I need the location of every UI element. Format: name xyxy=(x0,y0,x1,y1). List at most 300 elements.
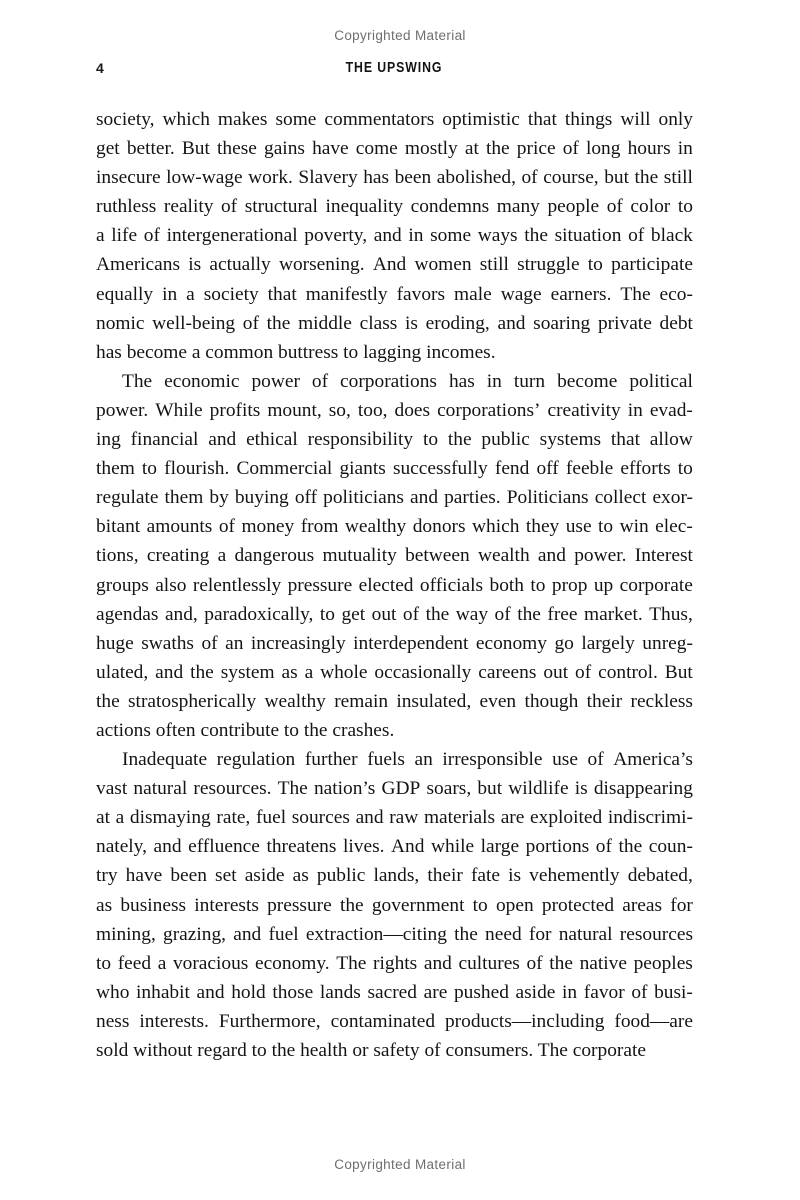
word: amounts xyxy=(146,516,213,538)
copyrighted-material-watermark-top: Copyrighted Material xyxy=(334,28,466,43)
word: mount, xyxy=(267,399,322,421)
word: irresponsible xyxy=(442,749,543,771)
word: threatens xyxy=(266,836,337,858)
word: areas xyxy=(622,894,663,916)
word: largely xyxy=(581,632,635,654)
word: Commercial xyxy=(236,458,333,480)
word: agendas xyxy=(96,603,159,625)
word: Americans xyxy=(96,254,180,276)
word: makes xyxy=(217,109,268,130)
paragraph xyxy=(96,367,693,745)
word: native xyxy=(579,952,627,974)
word: raw xyxy=(389,807,419,829)
text-line xyxy=(96,192,693,221)
word: materials xyxy=(423,807,496,829)
word: equally xyxy=(96,283,154,305)
word: busi- xyxy=(654,981,693,1003)
word: ways xyxy=(477,225,518,247)
word: flourish. xyxy=(164,458,230,480)
word: wealth xyxy=(477,545,530,567)
word: profits xyxy=(209,399,261,421)
word: from xyxy=(300,516,339,538)
word: women xyxy=(414,254,472,276)
word: them xyxy=(164,487,204,509)
word: soars, xyxy=(426,778,472,800)
word: in xyxy=(162,283,178,305)
word: lands, xyxy=(373,865,420,887)
word: get xyxy=(341,603,366,625)
text-line xyxy=(122,745,693,774)
word: feeble xyxy=(565,458,614,480)
word: And xyxy=(372,254,407,276)
word: still xyxy=(663,167,693,189)
word: creativity xyxy=(547,399,621,421)
text-line xyxy=(96,891,693,920)
word: and xyxy=(153,836,182,858)
word: control. xyxy=(598,661,658,683)
word: condemns xyxy=(410,196,490,218)
word: class xyxy=(359,312,398,334)
word: business xyxy=(120,894,187,916)
word: while xyxy=(431,836,475,858)
word: a xyxy=(157,952,167,974)
word: the xyxy=(425,603,450,625)
word: some xyxy=(275,109,317,130)
word: that xyxy=(527,109,557,130)
word: regulate xyxy=(96,487,159,509)
word: power. xyxy=(96,399,149,421)
word: debated, xyxy=(627,865,693,887)
word: the xyxy=(485,138,510,160)
word: some xyxy=(430,225,472,247)
word: the xyxy=(549,952,573,974)
text-line xyxy=(96,221,693,250)
word: way xyxy=(455,603,489,625)
word: of xyxy=(242,312,259,334)
text-line xyxy=(96,774,693,803)
word: of xyxy=(631,981,648,1003)
word: donors xyxy=(412,516,466,538)
word: has xyxy=(448,370,475,392)
word: is xyxy=(508,865,522,887)
word: to xyxy=(422,429,439,451)
word: situation xyxy=(554,225,622,247)
word: Thus, xyxy=(649,603,693,625)
word: fuel xyxy=(255,807,287,829)
word: exploited xyxy=(530,807,603,829)
word: color xyxy=(630,196,671,218)
word: the xyxy=(447,429,472,451)
word: ruthless xyxy=(96,196,157,218)
word: life xyxy=(111,225,138,247)
word: wealthy xyxy=(344,516,407,538)
word: lives. xyxy=(343,836,385,858)
word: disappearing xyxy=(593,778,693,800)
word: but xyxy=(477,778,503,800)
word: insecure xyxy=(96,167,161,189)
word: worsening. xyxy=(278,254,365,276)
word: and xyxy=(233,923,262,945)
word: corporations’ xyxy=(437,399,541,421)
word: have xyxy=(125,865,163,887)
word: systems xyxy=(539,429,602,451)
word: government xyxy=(371,894,465,916)
word: voracious xyxy=(172,952,249,974)
text-line xyxy=(96,512,693,541)
text-line xyxy=(96,687,693,716)
word: and xyxy=(355,807,384,829)
word: America’s xyxy=(613,749,693,771)
word: to xyxy=(677,196,693,218)
word: a xyxy=(304,661,314,683)
word: While xyxy=(155,399,203,421)
word: at xyxy=(96,807,110,829)
word: and xyxy=(410,487,439,509)
text-line xyxy=(96,861,693,890)
word: a xyxy=(115,807,125,829)
word: vast xyxy=(96,778,128,800)
word: at xyxy=(464,138,479,160)
word: of xyxy=(521,167,538,189)
word: evad- xyxy=(649,399,693,421)
word: public xyxy=(481,429,530,451)
word: huge xyxy=(96,632,134,654)
text-line xyxy=(96,658,693,687)
word: the xyxy=(454,923,478,945)
word: sacred xyxy=(367,981,417,1003)
word: course, xyxy=(543,167,599,189)
word: inequality xyxy=(325,196,404,218)
word: economy. xyxy=(254,952,330,974)
word: which xyxy=(162,109,210,130)
text-line xyxy=(96,250,693,279)
word: better. xyxy=(126,138,175,160)
word: resources xyxy=(619,923,693,945)
word: in xyxy=(677,138,693,160)
word: the xyxy=(634,167,659,189)
word: and xyxy=(423,952,452,974)
word: low-wage xyxy=(166,167,243,189)
word: power. xyxy=(574,545,627,567)
text-line xyxy=(96,832,693,861)
word: set xyxy=(215,865,237,887)
word: nately, xyxy=(96,836,147,858)
word: of xyxy=(201,632,218,654)
word: the xyxy=(524,225,548,247)
word: of xyxy=(562,138,579,160)
word: The xyxy=(336,952,367,974)
word: money xyxy=(241,516,295,538)
word: between xyxy=(405,545,470,567)
word: and xyxy=(373,225,402,247)
word: turn xyxy=(513,370,546,392)
word: unreg- xyxy=(642,632,693,654)
word: society, xyxy=(96,109,155,130)
word: as xyxy=(292,865,309,887)
word: need xyxy=(485,923,522,945)
word: favors xyxy=(396,283,446,305)
word: debt xyxy=(659,312,693,334)
word: even xyxy=(479,690,517,712)
word: have xyxy=(312,138,349,160)
word: for xyxy=(670,894,693,916)
word: to xyxy=(472,894,488,916)
word: intergenerational xyxy=(166,225,298,247)
text-line: has become a common buttress to lagging incomes. xyxy=(96,341,496,363)
word: a xyxy=(96,225,105,247)
word: and xyxy=(497,312,526,334)
word: collect xyxy=(594,487,647,509)
word: responsibility xyxy=(307,429,414,451)
text-line xyxy=(122,367,693,396)
word: wildlife xyxy=(508,778,569,800)
word: buying xyxy=(234,487,289,509)
word: successfully xyxy=(392,458,488,480)
word: win xyxy=(619,516,649,538)
word: those xyxy=(272,981,314,1003)
word: come xyxy=(355,138,398,160)
word: in xyxy=(408,225,424,247)
word: the xyxy=(517,603,541,625)
word: been xyxy=(394,167,432,189)
word: and xyxy=(208,429,237,451)
word: contaminated xyxy=(330,1010,436,1032)
word: aside xyxy=(515,981,556,1003)
word: But xyxy=(181,138,210,160)
text-line: sold without regard to the health or safety of consumers. The corporate xyxy=(96,1040,646,1061)
word: off xyxy=(536,458,559,480)
word: dangerous xyxy=(234,545,315,567)
word: manifestly xyxy=(305,283,388,305)
word: Interest xyxy=(634,545,693,567)
word: as xyxy=(281,661,298,683)
word: wage xyxy=(500,283,542,305)
word: commentators xyxy=(324,109,435,130)
word: the xyxy=(618,836,643,858)
word: is xyxy=(188,254,202,276)
word: to xyxy=(677,458,693,480)
word: sources xyxy=(291,807,350,829)
word: paradoxically, xyxy=(204,603,314,625)
word: groups xyxy=(96,574,149,596)
word: their xyxy=(586,690,623,712)
word: is xyxy=(405,312,418,334)
word: that xyxy=(610,429,640,451)
word: long xyxy=(585,138,621,160)
text-line xyxy=(96,571,693,600)
text-line xyxy=(96,483,693,512)
word: wealthy xyxy=(264,690,326,712)
word: which xyxy=(472,516,520,538)
word: But xyxy=(664,661,693,683)
text-line xyxy=(96,1007,693,1036)
word: corporate xyxy=(619,574,693,596)
word: stratospherically xyxy=(128,690,257,712)
text-line: actions often contribute to the crashes. xyxy=(96,719,395,741)
word: to xyxy=(319,603,335,625)
word: ethical xyxy=(246,429,298,451)
word: political xyxy=(629,370,693,392)
word: these xyxy=(217,138,257,160)
word: The xyxy=(122,370,153,392)
word: are xyxy=(423,981,448,1003)
word: rate, xyxy=(216,807,251,829)
text-line xyxy=(96,629,693,658)
word: parties. xyxy=(444,487,501,509)
word: price xyxy=(516,138,556,160)
paragraph xyxy=(96,745,693,1065)
word: for xyxy=(528,923,552,945)
word: optimistic xyxy=(442,109,520,130)
word: to xyxy=(598,516,614,538)
word: that xyxy=(267,283,297,305)
word: of xyxy=(575,661,592,683)
word: of xyxy=(494,603,511,625)
text-line xyxy=(96,920,693,949)
word: off xyxy=(294,487,318,509)
text-line xyxy=(96,280,693,309)
word: reckless xyxy=(630,690,693,712)
word: so, xyxy=(328,399,351,421)
text-line xyxy=(96,803,693,832)
word: nomic xyxy=(96,312,145,334)
word: the xyxy=(190,661,214,683)
word: has xyxy=(363,167,390,189)
word: many xyxy=(496,196,540,218)
body-text-block xyxy=(96,105,693,1065)
word: black xyxy=(650,225,693,247)
word: structural xyxy=(244,196,318,218)
word: also xyxy=(155,574,187,596)
word: still xyxy=(479,254,509,276)
word: of xyxy=(587,749,604,771)
word: officials xyxy=(419,574,484,596)
word: try xyxy=(96,865,118,887)
word: of xyxy=(311,370,329,392)
text-line xyxy=(96,105,693,134)
word: mostly xyxy=(404,138,458,160)
word: up xyxy=(593,574,614,596)
word: reality xyxy=(163,196,214,218)
word: feed xyxy=(117,952,152,974)
word: interests xyxy=(194,894,259,916)
word: middle xyxy=(298,312,352,334)
word: the xyxy=(339,894,364,916)
word: of xyxy=(220,196,238,218)
word: hold xyxy=(231,981,266,1003)
word: dismaying xyxy=(129,807,211,829)
word: work. xyxy=(248,167,293,189)
word: regulation xyxy=(216,749,296,771)
word: politicians xyxy=(323,487,404,509)
word: interests. xyxy=(139,1010,209,1032)
word: large xyxy=(480,836,520,858)
word: elected xyxy=(358,574,414,596)
running-head xyxy=(96,58,692,80)
word: allow xyxy=(649,429,693,451)
word: Inadequate xyxy=(122,749,208,771)
word: mining, xyxy=(96,923,156,945)
word: bitant xyxy=(96,516,141,538)
word: by xyxy=(209,487,229,509)
word: though xyxy=(524,690,579,712)
word: and xyxy=(155,661,184,683)
word: elec- xyxy=(655,516,693,538)
word: actually xyxy=(209,254,271,276)
word: male xyxy=(454,283,492,305)
paragraph xyxy=(96,105,693,367)
word: become xyxy=(557,370,618,392)
word: and xyxy=(196,981,225,1003)
word: open xyxy=(495,894,534,916)
text-line xyxy=(96,396,693,425)
word: of xyxy=(595,836,612,858)
word: protected xyxy=(541,894,615,916)
word: only xyxy=(658,109,693,130)
word: fuels xyxy=(367,749,405,771)
word: them xyxy=(96,458,135,480)
word: remain xyxy=(334,690,389,712)
word: gains xyxy=(264,138,305,160)
text-line xyxy=(96,309,693,338)
word: prop xyxy=(551,574,588,596)
word: are xyxy=(500,807,525,829)
word: eco- xyxy=(659,283,693,305)
word: coun- xyxy=(648,836,693,858)
word: The xyxy=(620,283,651,305)
word: public xyxy=(316,865,366,887)
word: careens xyxy=(478,661,537,683)
word: both xyxy=(489,574,524,596)
word: fend xyxy=(494,458,530,480)
word: hours xyxy=(627,138,671,160)
word: financial xyxy=(130,429,199,451)
word: GDP xyxy=(381,778,421,800)
word: to xyxy=(587,254,603,276)
word: they xyxy=(525,516,560,538)
word: free xyxy=(547,603,578,625)
word: inhabit xyxy=(136,981,190,1003)
word: use xyxy=(552,749,578,771)
word: of xyxy=(606,196,623,218)
word: natural xyxy=(133,778,188,800)
word: and, xyxy=(164,603,198,625)
word: nation’s xyxy=(313,778,376,800)
word: economic xyxy=(164,370,240,392)
word: people xyxy=(547,196,600,218)
word: ness xyxy=(96,1010,130,1032)
word: grazing, xyxy=(163,923,227,945)
word: been xyxy=(170,865,207,887)
word: too, xyxy=(357,399,388,421)
word: vehemently xyxy=(529,865,620,887)
word: get xyxy=(96,138,120,160)
text-line xyxy=(96,978,693,1007)
word: fuel xyxy=(268,923,299,945)
word: peoples xyxy=(633,952,693,974)
word: exor- xyxy=(652,487,693,509)
word: aside xyxy=(244,865,285,887)
word: is xyxy=(574,778,588,800)
word: earners. xyxy=(550,283,612,305)
word: efforts xyxy=(620,458,671,480)
word: does xyxy=(394,399,431,421)
word: of xyxy=(402,603,420,625)
word: private xyxy=(597,312,652,334)
word: corporations xyxy=(340,370,437,392)
word: power xyxy=(251,370,300,392)
word: and xyxy=(537,545,566,567)
